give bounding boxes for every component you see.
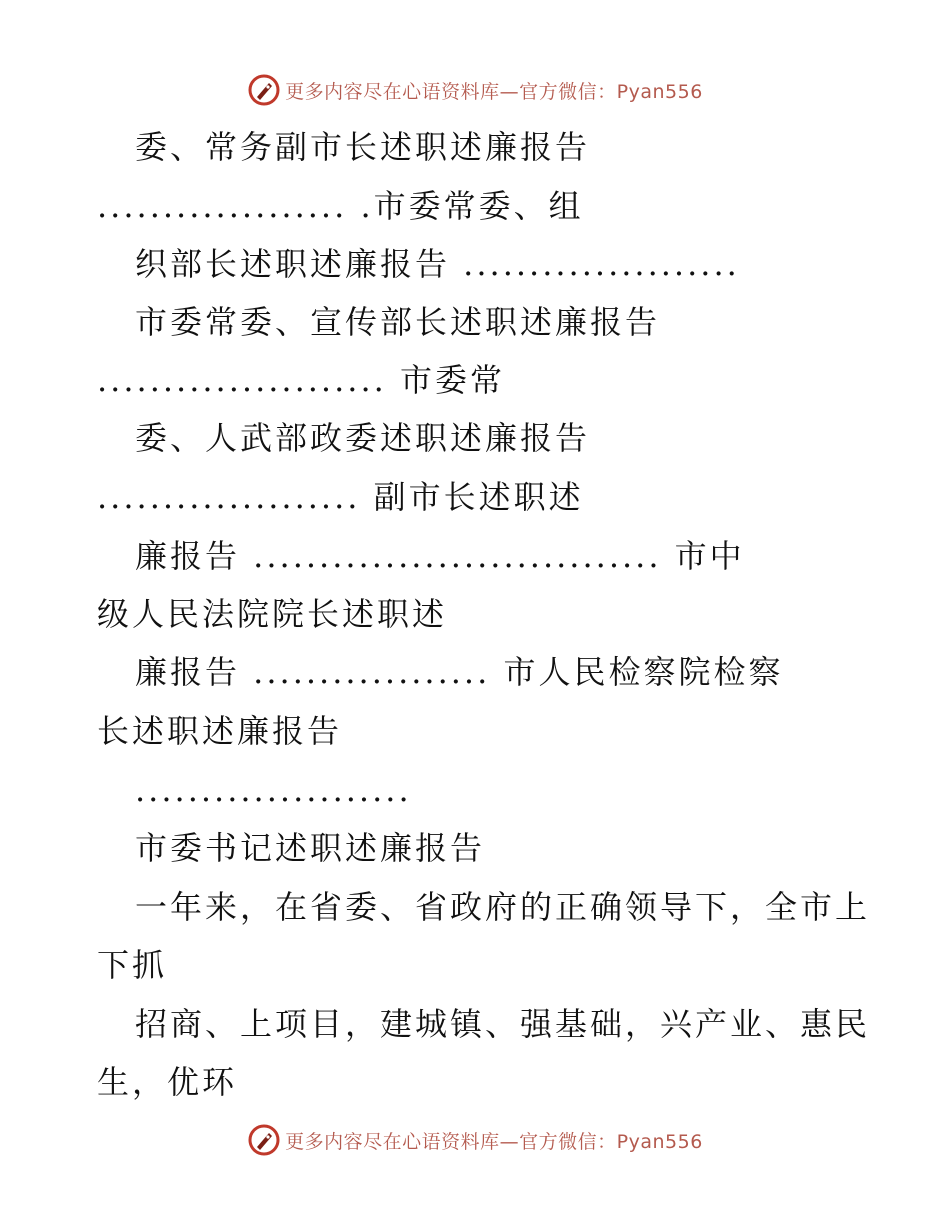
watermark-text: 更多内容尽在心语资料库—官方微信：Pyan556 <box>285 1130 703 1153</box>
toc-line: ..................... <box>135 771 412 809</box>
text-line: 委、人武部政委述职述廉报告 <box>135 419 591 457</box>
toc-line: 织部长述职述廉报告 ..................... <box>135 245 740 283</box>
toc-line: 廉报告 .................. 市人民检察院检察 <box>135 653 784 691</box>
watermark-bottom <box>0 1120 950 1160</box>
paragraph-line: 招商、上项目，建城镇、强基础，兴产业、惠民 <box>135 1005 871 1043</box>
toc-line: ...................... 市委常 <box>97 361 505 399</box>
pen-nib-circle-icon <box>247 1123 281 1157</box>
text-line: 市委常委、宣传部长述职述廉报告 <box>135 303 661 341</box>
toc-line: 廉报告 ............................... 市中 <box>135 537 745 575</box>
text-line: 委、常务副市长述职述廉报告 <box>135 128 591 166</box>
paragraph-line: 下抓 <box>97 946 168 984</box>
watermark-text: 更多内容尽在心语资料库—官方微信：Pyan556 <box>285 80 703 103</box>
paragraph-line: 一年来，在省委、省政府的正确领导下，全市上 <box>135 888 871 926</box>
toc-line: .................... 副市长述职述 <box>97 478 584 516</box>
text-line: 级人民法院院长述职述 <box>97 595 448 633</box>
heading-line: 市委书记述职述廉报告 <box>135 829 486 867</box>
toc-line: ................... .市委常委、组 <box>97 187 584 225</box>
text-line: 长述职述廉报告 <box>97 712 343 750</box>
paragraph-line: 生，优环 <box>97 1063 238 1101</box>
